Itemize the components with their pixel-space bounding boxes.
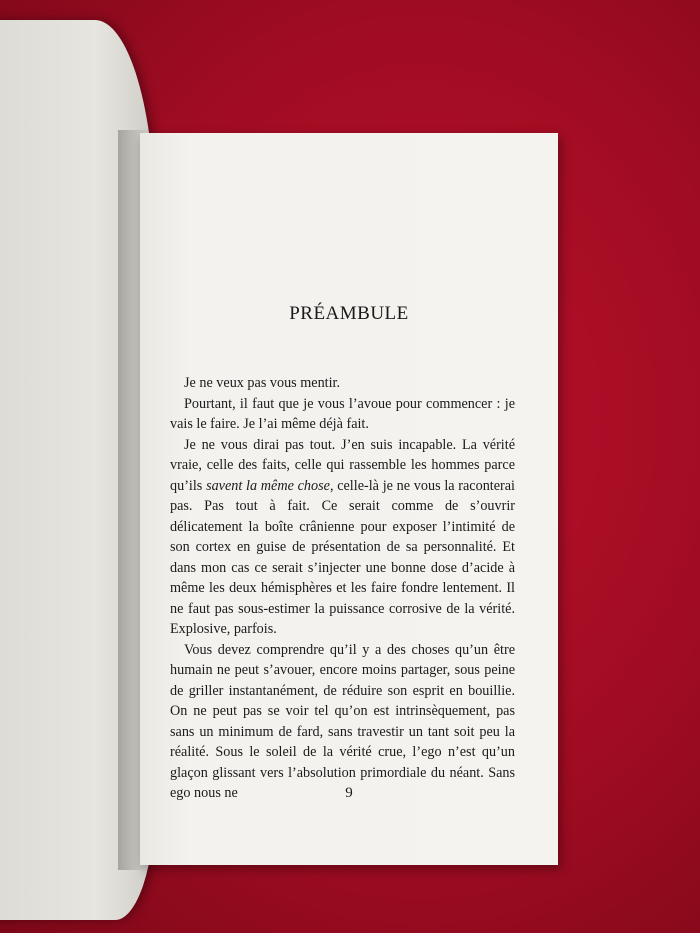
body-text [170,373,515,804]
emphasis-text: savent la même chose [206,477,330,494]
paragraph-3: Je ne vous dirai pas tout. J’en suis incapable. La vérité vraie, celle des faits, celle qui rassemble les hommes parce qu’ils savent la même chose, celle-là je ne vous la raconterai pas. Pas tout à fait. Ce serait comme de s’ouvrir délicatement la boîte crânienne pour exposer l’intimité de son cortex en guise de présentation de sa personnalité. Et dans mon cas ce serait s’injecter une bonne dose d’acide à même les deux hémisphères et les faire fondre lentement. Il ne faut pas sous-estimer la puissance corrosive de la vérité. Explosive, parfois. [170,436,515,637]
chapter-title: PRÉAMBULE [289,303,409,324]
right-page [140,133,558,865]
paragraph-2: Pourtant, il faut que je vous l’avoue pour commencer : je vais le faire. Je l’ai même déjà fait. [170,395,515,432]
paragraph-4: Vous devez comprendre qu’il y a des choses qu’un être humain ne peut s’avouer, encore moins partager, sous peine de griller instantanément, de réduire son esprit en bouillie. On ne peut pas se voir tel qu’on est intrinsèquement, pas sans un minimum de fard, sans travestir un tant soit peu la réalité. Sous le soleil de la vérité crue, l’ego n’est qu’un glaçon glissant vers l’absolution primordiale du néant. Sans ego nous ne [170,641,515,801]
paragraph-1: Je ne veux pas vous mentir. [184,375,341,391]
page-number: 9 [345,785,353,801]
